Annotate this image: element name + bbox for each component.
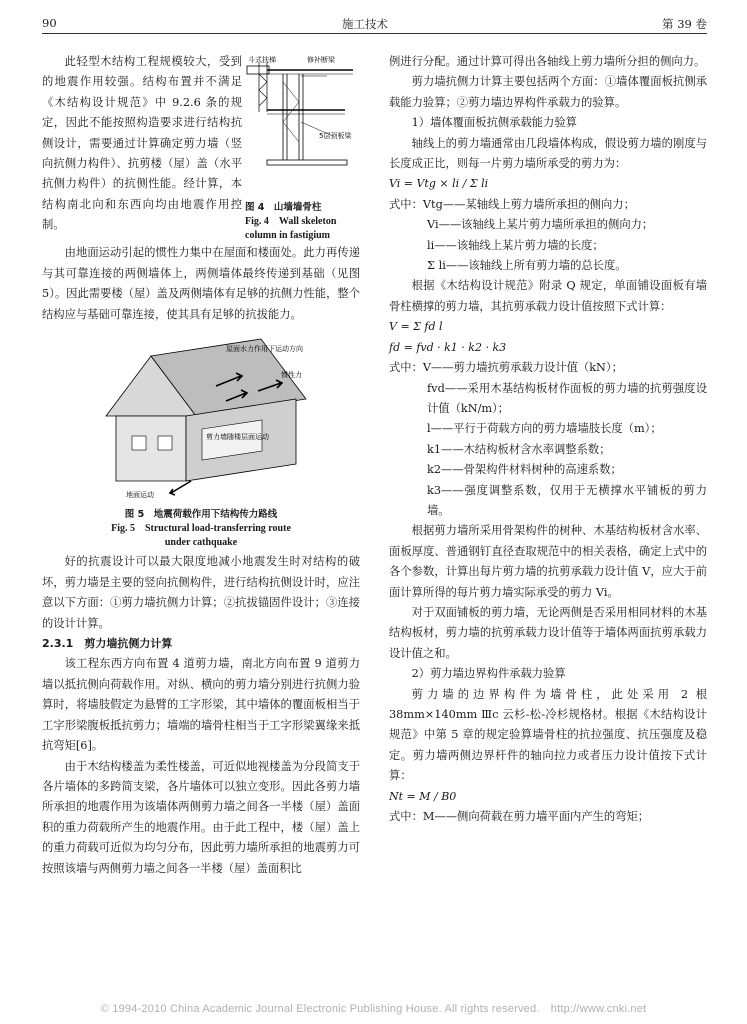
def2-5: k2——骨架构件材料树种的高速系数；	[427, 463, 622, 477]
right-paragraph-1: 例进行分配。通过计算可得出各轴线上剪力墙所分担的侧向力。	[389, 55, 706, 68]
figure-4-caption-en: Fig. 4 Wall skeleton column in fastigium	[245, 216, 337, 242]
figure-4-drawing	[245, 52, 360, 202]
right-paragraph-5: 根据剪力墙所采用骨架构件的树种、木基结构板材含水率、面板厚度、普通钢钉直径查取规范中的相关表格，确定上式中的各个参数，计算出每片剪力墙的抗剪承载力设计值 V，应大于前面计算所得的每片剪力墙实际承受的剪力 Vi。	[389, 524, 707, 599]
definitions-2	[389, 358, 707, 521]
def2-6: k3——强度调整系数，仅用于无横撑水平铺板的剪力墙。	[427, 483, 707, 517]
equation-2a: V = Σ fd l	[389, 320, 443, 334]
equation-2b: fd = fvd · k1 · k2 · k3	[389, 340, 507, 354]
right-paragraph-4: 根据《木结构设计规范》附录 Q 规定，单面铺设面板有墙骨柱横撑的剪力墙，其抗剪承载力设计值按照下式计算：	[389, 279, 707, 313]
fig5-label-roof: 屋面水力作用下运动方向	[226, 345, 303, 354]
fig4-label-top-right: 修补断梁	[307, 56, 335, 64]
def2-2: fvd——采用木基结构板材作面板的剪力墙的抗剪强度设计值（kN/m）；	[427, 381, 707, 415]
definitions-1	[389, 195, 707, 277]
left-paragraph-4: 该工程东西方向布置 4 道剪力墙，南北方向布置 9 道剪力墙以抵抗侧向荷载作用。对纵、横向的剪力墙分别进行抗侧力验算时，将墙肢假定为悬臂的工字形梁，其中墙体的覆面板相当于工字形梁腹板抵抗剪力；墙端的墙骨柱相当于工字形梁翼缘来抵抗弯矩[6]。	[42, 657, 360, 753]
def1-2: Vi——该轴线上某片剪力墙所承担的侧向力；	[427, 218, 654, 232]
left-paragraph-2: 由地面运动引起的惯性力集中在屋面和楼面处。此力再传递与其可靠连接的两侧墙体上，两侧墙体最终传递到基础（见图 5）。因此需要楼（屋）盖及两侧墙体有足够的抗侧力性能，整个结构应与基础可靠连接，使其具有足够的抗拔能力。	[42, 246, 360, 321]
fig5-label-inertia: 惯性力	[281, 371, 302, 380]
fig4-label-right: 5层顶板梁	[319, 132, 352, 140]
subheading-2: 2）剪力墙边界构件承载力验算	[411, 667, 566, 681]
def1-4: Σ li——该轴线上所有剪力墙的总长度。	[427, 259, 627, 273]
right-paragraph-6: 对于双面铺板的剪力墙，无论两侧是否采用相同材料的木基结构板材，剪力墙的抗剪承载力设计值等于墙体两面抗剪承载力设计值之和。	[389, 605, 707, 660]
left-paragraph-5: 由于木结构楼盖为柔性楼盖，可近似地视楼盖为分段简支于各片墙体的多跨简支梁，各片墙体可以独立变形。因此各剪力墙所承担的地震作用为该墙体两侧剪力墙之间各一半楼（屋）盖面积的重力荷载所产生的地震作用。由于此工程中，楼（屋）盖上的重力荷载可近似为均匀分布，因此剪力墙所承担的地震剪力可按照该墙与两侧剪力墙之间各一半楼（屋）盖面积比	[42, 759, 360, 875]
right-paragraph-2: 剪力墙抗侧力计算主要包括两个方面：①墙体覆面板抗侧承载能力验算；②剪力墙边界构件承载力的验算。	[389, 75, 707, 109]
equation-3: Nt = M / B0	[389, 789, 457, 803]
figure-4-caption-cn: 图 4 山墙墙骨柱	[245, 202, 322, 214]
def1-3: li——该轴线上某片剪力墙的长度；	[427, 238, 604, 252]
figure-4	[245, 52, 360, 243]
right-paragraph-3: 轴线上的剪力墙通常由几段墙体构成，假设剪力墙的刚度与长度成正比，则每一片剪力墙所承受的剪力为：	[389, 136, 707, 171]
section-heading-2-3-1: 2.3.1 剪力墙抗侧力计算	[42, 637, 173, 651]
fig4-label-top-left: 斗式扶梯	[248, 56, 276, 64]
volume-label: 第 39 卷	[662, 17, 707, 31]
left-column	[42, 52, 360, 879]
fig5-label-wall: 剪力墙随楼层面运动	[206, 433, 269, 442]
right-column	[389, 52, 707, 827]
figure-5-caption-en: Fig. 5 Structural load-transferring route under cathquake	[111, 523, 291, 549]
copyright-footer: © 1994-2010 China Academic Journal Electronic Publishing House. All rights reserved. http://www.cnki.net	[100, 1003, 647, 1015]
figure-5-caption-cn: 图 5 地震荷载作用下结构传力路线	[124, 509, 278, 521]
subheading-1: 1）墙体覆面板抗侧承载能力验算	[411, 116, 577, 130]
page-header	[42, 14, 707, 34]
left-paragraph-3: 好的抗震设计可以最大限度地减小地震发生时对结构的破坏，剪力墙是主要的竖向抗侧构件，进行结构抗侧设计时，应注意以下方面：①剪力墙抗侧力计算；②抗拔锚固件设计；③连接的设计计算。	[42, 555, 360, 630]
equation-1: Vi = Vtg × li / Σ li	[389, 177, 489, 191]
figure-5	[42, 331, 360, 550]
journal-title: 施工技术	[342, 17, 388, 31]
header-rule	[42, 33, 707, 34]
figure-5-drawing	[76, 331, 326, 501]
def2-4: k1——木结构板材含水率调整系数；	[427, 442, 611, 456]
right-paragraph-7: 剪力墙的边界构件为墙骨柱，此处采用 2 根 38mm×140mm Ⅲc 云杉-松-冷杉规格材。根据《木结构设计规范》中第 5 章的规定验算墙骨柱的抗拉强度、抗压强度及稳定。剪力墙两侧边界杆件的轴向拉力或者压力设计值按下式计算：	[389, 687, 707, 783]
def2-1: 式中：V——剪力墙抗剪承载力设计值（kN）；	[389, 361, 623, 375]
def3-1: 式中：M——侧向荷载在剪力墙平面内产生的弯矩；	[389, 810, 650, 824]
def1-1: 式中：Vtg——某轴线上剪力墙所承担的侧向力；	[389, 197, 635, 211]
left-paragraph-1: 此轻型木结构工程规模较大，受到的地震作用较强。结构布置并不满足《木结构设计规范》中 9.2.6 条的规定，因此不能按照构造要求进行结构抗侧设计，需要通过计算确定剪力墙（竖向抗侧力构件）、抗剪楼（屋）盖（水平抗侧力构件）的抗侧性能。经计算，本结构南北向和东西向均由地震作用控制。	[42, 55, 242, 232]
fig5-label-ground: 地面运动	[126, 491, 154, 500]
page-number: 90	[42, 16, 57, 30]
def2-3: l——平行于荷载方向的剪力墙墙肢长度（m）；	[427, 422, 662, 436]
